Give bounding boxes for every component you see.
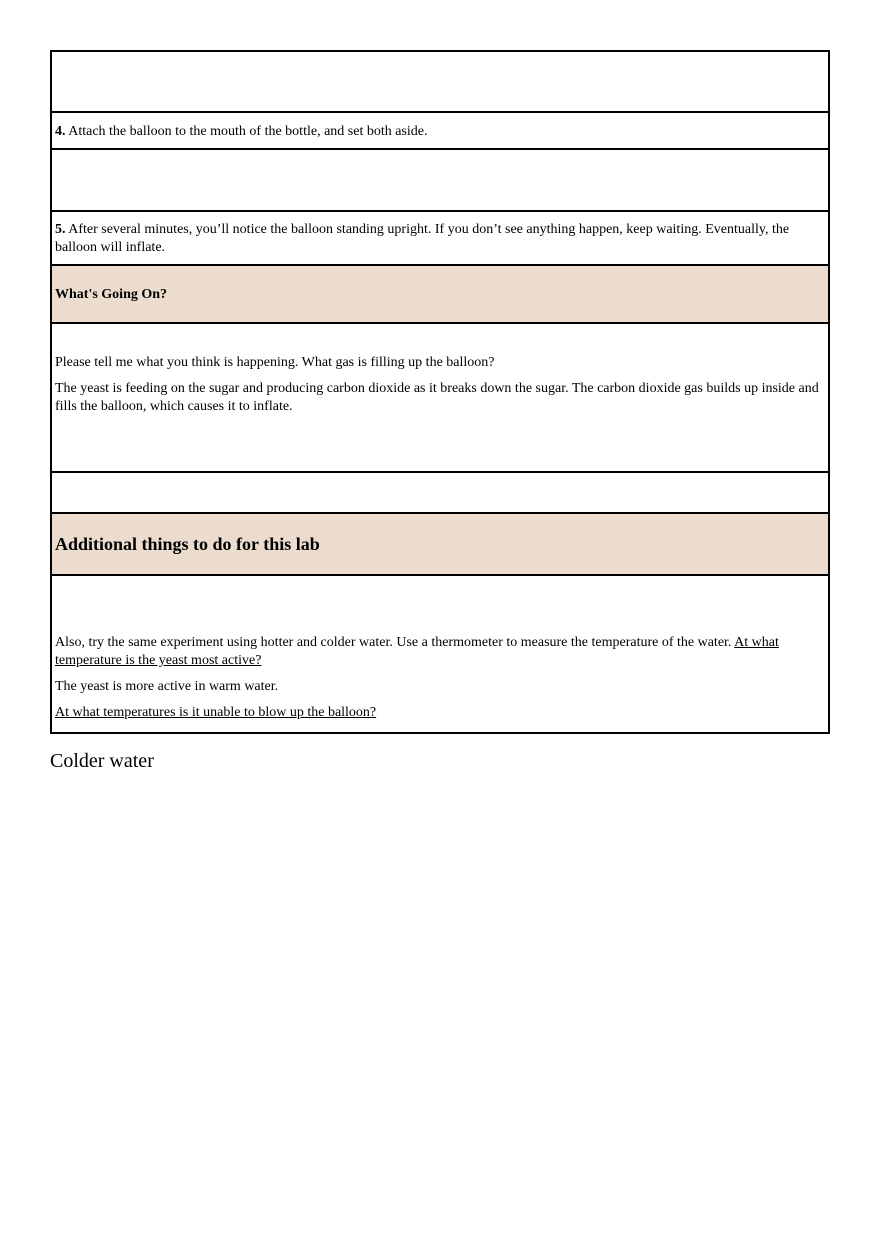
question-2-text <box>55 704 825 722</box>
step-5-text: After several minutes, you’ll notice the balloon standing upright. If you don’t see anything happen, keep waiting. Eventually, the balloon will inflate. <box>55 222 790 255</box>
question-1-text: At what temperature is the yeast most active? <box>55 635 779 668</box>
step-4-row <box>52 113 828 150</box>
step-5-number: 5. <box>55 222 66 237</box>
whats-going-on-heading: What's Going On? <box>52 266 828 324</box>
step-4-text: Attach the balloon to the mouth of the bottle, and set both aside. <box>65 124 428 139</box>
additional-heading: Additional things to do for this lab <box>52 514 828 576</box>
answer-2-text: Colder water <box>50 750 154 772</box>
question-text: Please tell me what you think is happening. What gas is filling up the balloon? <box>55 355 495 370</box>
answer-1-text: The yeast is more active in warm water. <box>55 679 279 694</box>
blank-row <box>52 52 828 113</box>
whats-going-on-body <box>52 324 828 473</box>
blank-row <box>52 150 828 212</box>
lab-table <box>50 50 830 734</box>
step-5-row <box>52 212 828 266</box>
step-4-number: 4. <box>55 124 66 139</box>
answer-text: The yeast is feeding on the sugar and producing carbon dioxide as it breaks down the sugar. The carbon dioxide gas builds up inside and fills the balloon, which causes it to inflate. <box>55 381 819 414</box>
instruction-paragraph <box>55 634 825 670</box>
blank-row <box>52 473 828 514</box>
additional-body <box>52 576 828 732</box>
instruction-text: Also, try the same experiment using hotter and colder water. Use a thermometer to measure the temperature of the water. <box>55 635 735 650</box>
question-2-underlined: At what temperatures is it unable to blow up the balloon? <box>55 705 377 720</box>
